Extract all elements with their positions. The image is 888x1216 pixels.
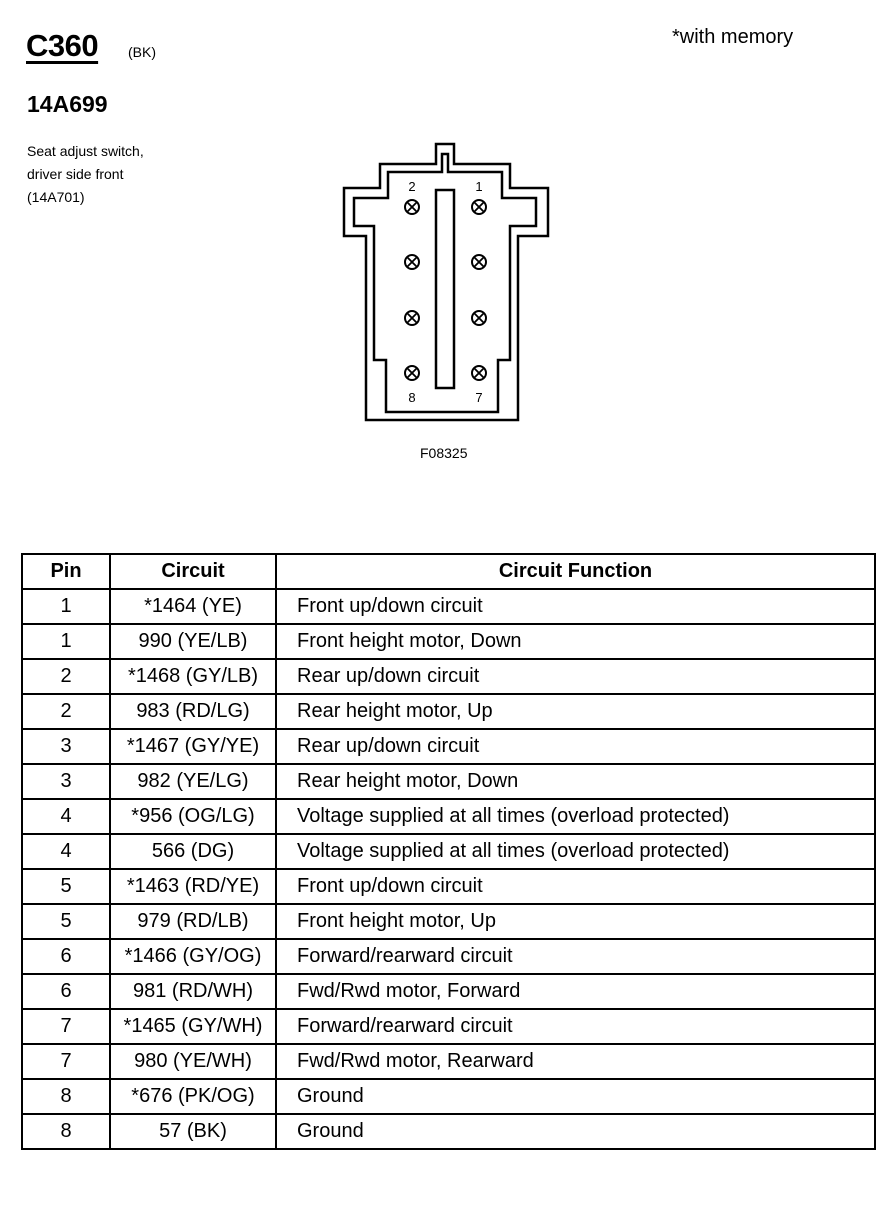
part-number: 14A699 (27, 91, 108, 117)
pin-cell: 2 (22, 659, 110, 694)
component-description (27, 140, 144, 209)
function-cell: Ground (276, 1079, 875, 1114)
circuit-cell: 980 (YE/WH) (110, 1044, 276, 1079)
pin-cavity (405, 311, 419, 325)
table-row (22, 939, 875, 974)
pin-cavity (472, 200, 486, 214)
connector-inner-shell (354, 154, 536, 412)
circuit-cell: 57 (BK) (110, 1114, 276, 1149)
function-cell: Rear up/down circuit (276, 729, 875, 764)
function-cell: Front up/down circuit (276, 589, 875, 624)
function-cell: Rear up/down circuit (276, 659, 875, 694)
table-row (22, 1044, 875, 1079)
connector-color: (BK) (128, 44, 156, 60)
header-pin: Pin (22, 554, 110, 589)
pin-cell: 1 (22, 589, 110, 624)
function-cell: Front height motor, Down (276, 624, 875, 659)
pin-cell: 1 (22, 624, 110, 659)
center-key-slot (436, 190, 454, 388)
description-line: Seat adjust switch, (27, 143, 144, 159)
circuit-cell: *1466 (GY/OG) (110, 939, 276, 974)
pin-cell: 6 (22, 974, 110, 1009)
pin-cell: 3 (22, 764, 110, 799)
circuit-cell: *1468 (GY/LB) (110, 659, 276, 694)
circuit-cell: 983 (RD/LG) (110, 694, 276, 729)
pin-label-2: 2 (408, 179, 416, 194)
table-row (22, 694, 875, 729)
circuit-cell: 566 (DG) (110, 834, 276, 869)
pin-cavity (472, 311, 486, 325)
function-cell: Voltage supplied at all times (overload protected) (276, 834, 875, 869)
pin-cavity (405, 200, 419, 214)
circuit-cell: *1465 (GY/WH) (110, 1009, 276, 1044)
pin-cell: 8 (22, 1079, 110, 1114)
table-header-row (22, 554, 875, 589)
circuit-cell: 979 (RD/LB) (110, 904, 276, 939)
table-row (22, 904, 875, 939)
function-cell: Fwd/Rwd motor, Rearward (276, 1044, 875, 1079)
pin-cavity (405, 255, 419, 269)
connector-id: C360 (26, 28, 99, 63)
pin-cell: 5 (22, 869, 110, 904)
pin-cell: 7 (22, 1044, 110, 1079)
circuit-cell: *1464 (YE) (110, 589, 276, 624)
circuit-cell: *1463 (RD/YE) (110, 869, 276, 904)
description-line: driver side front (27, 166, 124, 182)
circuit-cell: *956 (OG/LG) (110, 799, 276, 834)
table-row (22, 659, 875, 694)
function-cell: Fwd/Rwd motor, Forward (276, 974, 875, 1009)
table-row (22, 729, 875, 764)
pin-cavity (472, 255, 486, 269)
pin-label-7: 7 (475, 390, 483, 405)
function-cell: Forward/rearward circuit (276, 1009, 875, 1044)
connector-face-diagram (338, 140, 552, 430)
function-cell: Front up/down circuit (276, 869, 875, 904)
pin-cell: 3 (22, 729, 110, 764)
table-row (22, 624, 875, 659)
table-row (22, 764, 875, 799)
table-row (22, 589, 875, 624)
function-cell: Front height motor, Up (276, 904, 875, 939)
pin-cell: 4 (22, 799, 110, 834)
table-row (22, 1114, 875, 1149)
circuit-cell: 981 (RD/WH) (110, 974, 276, 1009)
pin-cell: 5 (22, 904, 110, 939)
table-row (22, 1009, 875, 1044)
pin-label-1: 1 (475, 179, 483, 194)
function-cell: Rear height motor, Down (276, 764, 875, 799)
pin-cavity (472, 366, 486, 380)
table-row (22, 1079, 875, 1114)
pin-cell: 2 (22, 694, 110, 729)
memory-note: *with memory (672, 26, 794, 48)
function-cell: Rear height motor, Up (276, 694, 875, 729)
pin-cell: 4 (22, 834, 110, 869)
circuit-cell: 982 (YE/LG) (110, 764, 276, 799)
figure-code: F08325 (420, 445, 468, 461)
pin-label-8: 8 (408, 390, 416, 405)
table-row (22, 974, 875, 1009)
header-circuit: Circuit (110, 554, 276, 589)
pin-cell: 7 (22, 1009, 110, 1044)
circuit-cell: 990 (YE/LB) (110, 624, 276, 659)
function-cell: Forward/rearward circuit (276, 939, 875, 974)
pin-cell: 8 (22, 1114, 110, 1149)
pin-cavity (405, 366, 419, 380)
circuit-cell: *676 (PK/OG) (110, 1079, 276, 1114)
table-row (22, 869, 875, 904)
function-cell: Voltage supplied at all times (overload protected) (276, 799, 875, 834)
table-row (22, 799, 875, 834)
circuit-cell: *1467 (GY/YE) (110, 729, 276, 764)
description-line: (14A701) (27, 189, 85, 205)
function-cell: Ground (276, 1114, 875, 1149)
pin-cell: 6 (22, 939, 110, 974)
header-circuit-function: Circuit Function (276, 554, 875, 589)
pin-table (21, 553, 876, 1150)
table-row (22, 834, 875, 869)
